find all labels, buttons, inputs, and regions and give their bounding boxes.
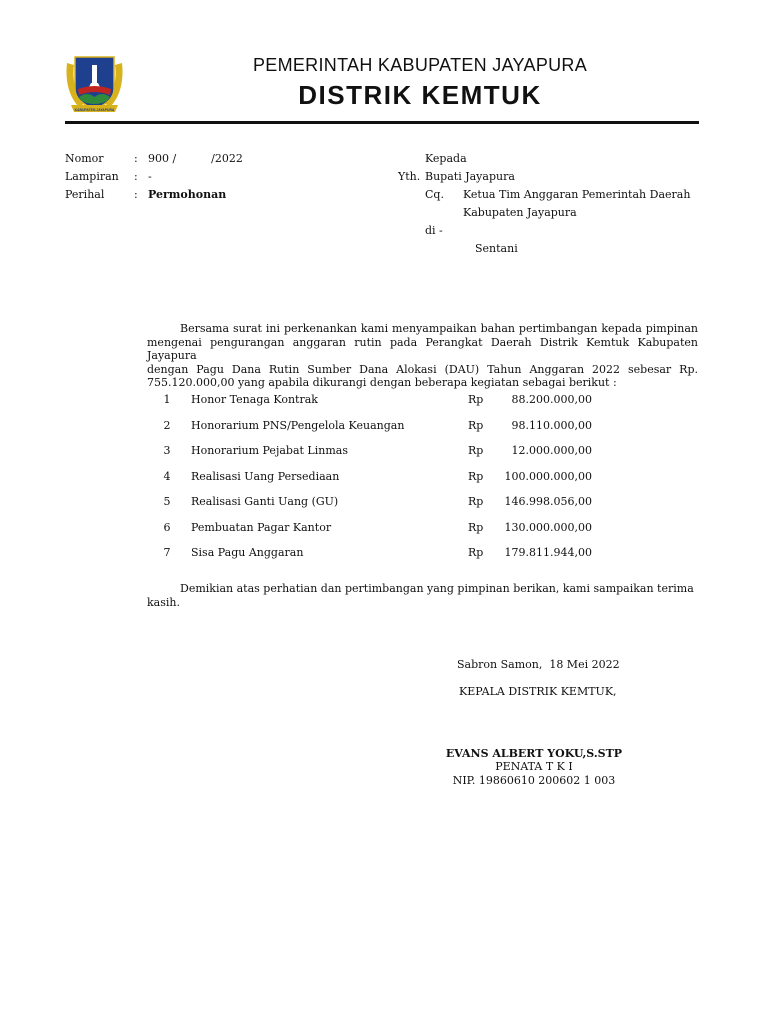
item-description: Honorarium PNS/Pengelola Keuangan [191,419,405,432]
regency-coat-of-arms-icon [63,53,126,114]
item-description: Realisasi Uang Persediaan [191,470,340,483]
item-number: 6 [163,521,171,534]
cq-label: Cq. [425,188,444,201]
item-currency: Rp [468,419,484,432]
item-number: 3 [163,444,171,457]
item-currency: Rp [468,444,484,457]
recipient-name: Bupati Jayapura [425,170,515,183]
item-amount: 146.998.056,00 [504,495,592,508]
item-number: 7 [163,546,171,559]
cq-line-1: Ketua Tim Anggaran Pemerintah Daerah [463,188,691,201]
intro-line: mengenai pengurangan anggaran rutin pada Perangkat Daerah Distrik Kemtuk Kabupaten Jayapura [147,335,698,362]
item-amount: 179.811.944,00 [504,546,592,559]
district-name: DISTRIK KEMTUK [298,80,542,110]
kepada-label: Kepada [425,152,467,165]
intro-line: Bersama surat ini perkenankan kami menyampaikan bahan pertimbangan kepada pimpinan [180,322,698,335]
item-currency: Rp [468,521,484,534]
yth-label: Yth. [398,170,421,183]
closing-line: kasih. [147,595,180,609]
item-number: 1 [163,393,171,406]
government-name: PEMERINTAH KABUPATEN JAYAPURA [252,55,588,75]
signatory-name: EVANS ALBERT YOKU,S.STP [445,747,623,760]
item-number: 2 [163,419,171,432]
logo-ribbon-text: KABUPATEN JAYAPURA [74,107,115,112]
place-date: Sabron Samon, 18 Mei 2022 [457,658,620,671]
item-currency: Rp [468,495,484,508]
perihal-label: Perihal [65,188,105,201]
cq-line-2: Kabupaten Jayapura [463,206,577,219]
intro-line: 755.120.000,00 yang apabila dikurangi dengan beberapa kegiatan sebagai berikut : [147,376,617,389]
nomor-label: Nomor [65,152,104,165]
item-description: Realisasi Ganti Uang (GU) [191,495,339,508]
closing-line: Demikian atas perhatian dan pertimbangan yang pimpinan berikan, kami sampaikan terima [180,582,694,595]
nomor-value: 900 / /2022 [148,152,243,165]
lampiran-label: Lampiran [65,170,119,183]
item-amount: 12.000.000,00 [511,444,592,457]
item-amount: 130.000.000,00 [504,521,592,534]
item-currency: Rp [468,546,484,559]
signatory-position: KEPALA DISTRIK KEMTUK, [459,685,617,698]
intro-line: dengan Pagu Dana Rutin Sumber Dana Alokasi (DAU) Tahun Anggaran 2022 sebesar Rp. [147,362,698,376]
item-description: Pembuatan Pagar Kantor [191,521,332,534]
item-number: 4 [163,470,171,483]
signatory-nip: NIP. 19860610 200602 1 003 [452,774,616,787]
perihal-value: Permohonan [148,188,227,201]
item-amount: 98.110.000,00 [511,419,592,432]
di-label: di - [425,224,443,237]
item-description: Sisa Pagu Anggaran [191,546,304,559]
signatory-rank: PENATA T K I [495,760,573,773]
perihal-colon: : [134,188,138,201]
item-description: Honorarium Pejabat Linmas [191,444,348,457]
item-currency: Rp [468,470,484,483]
lampiran-value: - [148,170,152,183]
item-currency: Rp [468,393,484,406]
item-amount: 88.200.000,00 [511,393,592,406]
lampiran-colon: : [134,170,138,183]
letterhead-divider [65,121,699,124]
item-number: 5 [163,495,171,508]
intro-paragraph [147,322,698,390]
item-amount: 100.000.000,00 [504,470,592,483]
closing-paragraph [147,582,694,609]
nomor-colon: : [134,152,138,165]
city-name: Sentani [475,242,518,255]
item-description: Honor Tenaga Kontrak [191,393,318,406]
